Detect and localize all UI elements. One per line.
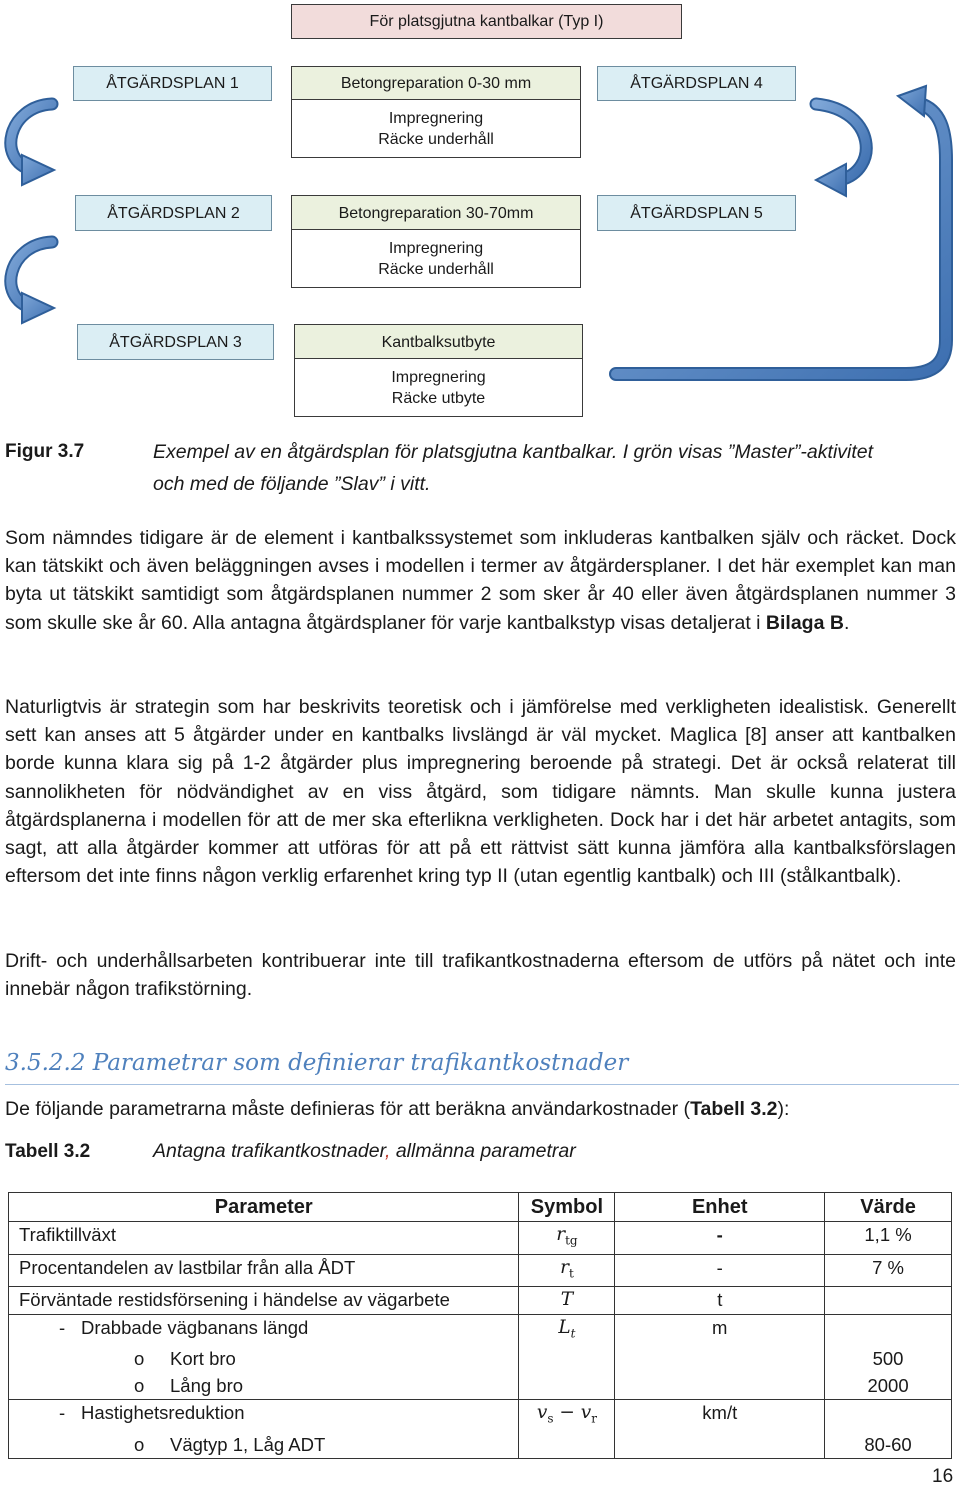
section-intro: [5, 1095, 956, 1123]
list-marker: o: [134, 1433, 145, 1455]
cell-symbol: [519, 1432, 615, 1459]
cell-symbol: [519, 1254, 615, 1287]
slave-label: Impregnering: [391, 368, 486, 386]
cell-symbol: [519, 1346, 615, 1372]
figure-caption-line-2: och med de följande ”Slav” i vitt.: [153, 473, 431, 495]
cell-value: [825, 1399, 952, 1431]
figure-caption-line-1: Exempel av en åtgärdsplan för platsgjutna kantbalkar. I grön visas ”Master”-aktivitet: [153, 441, 874, 463]
parameters-table: [8, 1192, 952, 1459]
table-row: [9, 1254, 952, 1287]
cell-unit: km/t: [615, 1399, 825, 1431]
cell-value: [825, 1314, 952, 1346]
arrow-left-1: [11, 104, 54, 185]
arrow-return: [616, 86, 946, 374]
cell-unit: t: [615, 1287, 825, 1314]
parameter-text: Vägtyp 1, Låg ADT: [170, 1433, 326, 1455]
list-marker: -: [59, 1401, 66, 1423]
table-row: [9, 1346, 952, 1372]
plan-label: ÅTGÄRDSPLAN 4: [630, 75, 763, 92]
symbol-subscript: t: [568, 1266, 574, 1281]
table-row: [9, 1432, 952, 1459]
paragraph-1-end: .: [843, 611, 850, 634]
paragraph-2: Naturligtvis är strategin som har beskrivits teoretisk och i jämförelse med verkligheten idealistisk. Generellt sett kan anses att 5 åtgärder under en kantbalks livslängd är väl mycket. Maglica [8] anser att kantbalken borde kunna klara sig på 1-2 åtgärder plus impregnering beroende på strategi. Det är också relaterat till sannolikheten för nödvändighet av en viss åtgärd, som tidigare nämnts. Man skulle kunna justera åtgärdsplanerna i modellen för att de mer ska efterlikna verkligheten. Dock har i det här arbetet antagits, som sagt, att alla åtgärder kommer att utföras för att på ett rättvist sätt kunna jämföra alla kantbalksförslagen eftersom det inte finns någon verklig erfarenhet kring typ II (utan egentlig kantbalk) och III (stålkantbalk).: [5, 696, 956, 888]
section-intro-text: De följande parametrarna måste definieras för att beräkna användarkostnader (: [5, 1098, 691, 1120]
paragraph-1-text: Som nämndes tidigare är de element i kantbalkssystemet som inkluderas kantbalken själv och räcket. Dock kan tätskikt och även beläggningen avses i modellen i termer av åtgärdersplaner. I det här exemplet kan man byta ut tätskikt samtidigt som åtgärdsplanen nummer 2 som sker år 40 eller även åtgärdsplanen nummer 3 som skulle ske år 60. Alla antagna åtgärdsplaner för varje kantbalkstyp visas detaljerat i: [5, 527, 956, 634]
cell-parameter: [9, 1314, 519, 1346]
flow-arrows: [0, 0, 960, 430]
list-marker: o: [134, 1348, 145, 1370]
minus-sign: −: [559, 1401, 575, 1423]
plan-label: ÅTGÄRDSPLAN 5: [630, 204, 763, 222]
cell-value: 2000: [825, 1373, 952, 1400]
symbol-base: r: [560, 1256, 569, 1278]
cell-parameter: [9, 1373, 519, 1400]
master-label: Betongreparation 0-30 mm: [340, 75, 532, 92]
list-marker: -: [59, 1316, 66, 1338]
master-label: Betongreparation 30-70mm: [338, 204, 534, 222]
table-caption-comma: ,: [385, 1140, 391, 1162]
cell-value: 80-60: [825, 1432, 952, 1459]
plan-label: ÅTGÄRDSPLAN 3: [109, 333, 242, 351]
symbol-subscript: t: [570, 1326, 576, 1341]
symbol-subscript: s: [547, 1411, 554, 1426]
diagram-title: För platsgjutna kantbalkar (Typ I): [369, 13, 604, 30]
cell-symbol: [519, 1222, 615, 1255]
cell-symbol: [519, 1373, 615, 1400]
parameter-text: Drabbade vägbanans längd: [81, 1316, 309, 1338]
symbol-subscript: tg: [565, 1233, 578, 1248]
cell-value: [825, 1287, 952, 1314]
cell-value: 500: [825, 1346, 952, 1372]
figure-label: Figur 3.7: [5, 441, 85, 462]
header-unit: Enhet: [615, 1193, 825, 1222]
slave-label: Räcke underhåll: [378, 130, 494, 148]
arrow-left-2: [11, 242, 54, 323]
header-symbol: Symbol: [519, 1193, 615, 1222]
cell-unit: [615, 1373, 825, 1400]
paragraph-3: Drift- och underhållsarbeten kontribuerar inte till trafikantkostnaderna eftersom de utförs på nätet och inte innebär någon trafikstörning.: [5, 950, 956, 1001]
section-heading: 3.5.2.2 Parametrar som definierar trafikantkostnader: [5, 1050, 629, 1076]
cell-unit: m: [615, 1314, 825, 1346]
table-label: Tabell 3.2: [5, 1141, 91, 1162]
cell-value: 1,1 %: [825, 1222, 952, 1255]
cell-unit: [615, 1432, 825, 1459]
symbol-base: v: [580, 1401, 592, 1423]
symbol-base: L: [558, 1316, 571, 1338]
header-value: Värde: [825, 1193, 952, 1222]
table-caption: [153, 1140, 576, 1163]
cell-parameter: [9, 1346, 519, 1372]
arrow-right-1: [816, 104, 866, 196]
figure-caption: [153, 436, 959, 500]
cell-parameter: Procentandelen av lastbilar från alla ÅDT: [9, 1254, 519, 1287]
page-number: 16: [932, 1466, 954, 1487]
table-row: [9, 1222, 952, 1255]
slave-label: Impregnering: [388, 239, 484, 257]
parameter-text: Lång bro: [170, 1374, 244, 1396]
list-marker: o: [134, 1374, 145, 1396]
parameter-text: Hastighetsreduktion: [81, 1401, 245, 1423]
cell-unit: [615, 1346, 825, 1372]
cell-value: 7 %: [825, 1254, 952, 1287]
section-intro-end: ):: [777, 1098, 790, 1120]
cell-unit: -: [615, 1254, 825, 1287]
parameter-text: Kort bro: [170, 1348, 236, 1370]
table-row: [9, 1314, 952, 1346]
slave-label: Räcke underhåll: [378, 260, 494, 278]
symbol-subscript: r: [591, 1411, 597, 1426]
paragraph-1: [5, 524, 956, 637]
table-row: [9, 1399, 952, 1431]
plan-label: ÅTGÄRDSPLAN 1: [106, 75, 239, 92]
cell-parameter: [9, 1432, 519, 1459]
table-caption-b: allmänna parametrar: [390, 1140, 576, 1162]
table-reference: Tabell 3.2: [690, 1098, 778, 1120]
cell-parameter: [9, 1399, 519, 1431]
master-label: Kantbalksutbyte: [381, 333, 496, 351]
plan-label: ÅTGÄRDSPLAN 2: [107, 204, 240, 222]
table-row: [9, 1287, 952, 1314]
table-row: [9, 1373, 952, 1400]
cell-symbol: [519, 1399, 615, 1431]
cell-unit: -: [615, 1222, 825, 1255]
cell-symbol: [519, 1314, 615, 1346]
header-parameter: Parameter: [9, 1193, 519, 1222]
cell-symbol: T: [519, 1287, 615, 1314]
slave-label: Impregnering: [388, 109, 484, 127]
slave-label: Räcke utbyte: [391, 389, 486, 407]
symbol-base: v: [536, 1401, 548, 1423]
cell-parameter: Förväntade restidsförsening i händelse av vägarbete: [9, 1287, 519, 1314]
symbol-base: r: [556, 1224, 566, 1245]
table-caption-a: Antagna trafikantkostnader: [153, 1140, 385, 1162]
table-header-row: [9, 1193, 952, 1222]
appendix-reference: Bilaga B: [765, 611, 844, 634]
cell-parameter: Trafiktillväxt: [9, 1222, 519, 1255]
heading-divider: [5, 1084, 959, 1085]
